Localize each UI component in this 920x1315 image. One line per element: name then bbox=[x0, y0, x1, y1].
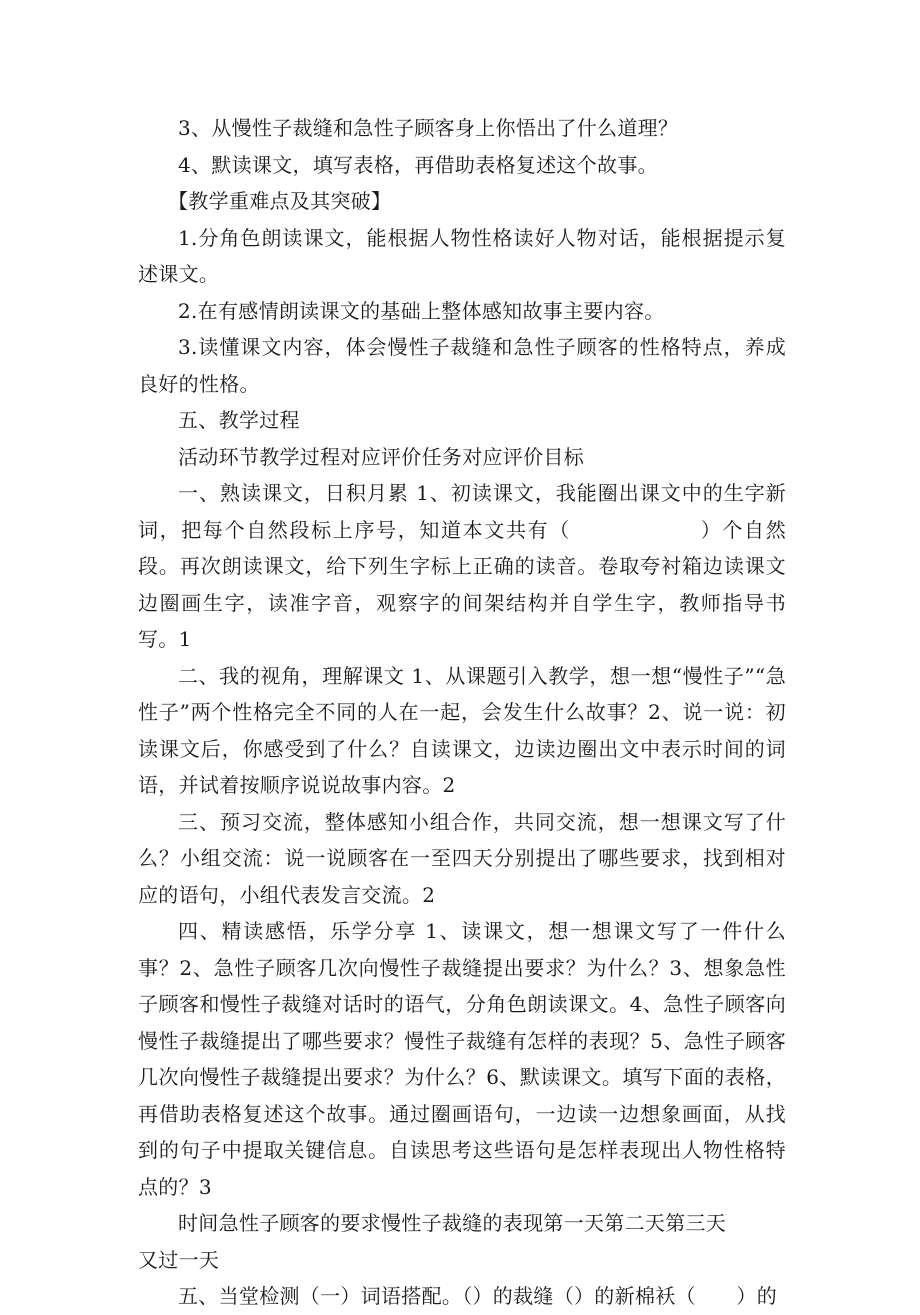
document-body bbox=[138, 110, 786, 1315]
table-row-labels-continued: 又过一天 bbox=[138, 1247, 220, 1272]
question-4: 4、默读课文，填写表格，再借助表格复述这个故事。 bbox=[178, 152, 658, 177]
section-heading-key-points: 【教学重难点及其突破】 bbox=[168, 189, 392, 213]
activity-2: 二、我的视角，理解课文 1、从课题引入教学，想一想“慢性子”“急性子”两个性格完全不同的人在一起，会发生什么故事？2、说一说：初读课文后，你感受到了什么？自读课文，边读边圈出文中表示时间的词语，并试着按顺序说说故事内容。2 bbox=[138, 663, 786, 797]
activity-5: 五、当堂检测（一）词语搭配。（）的裁缝（）的新棉袄（ ）的 bbox=[178, 1284, 777, 1308]
activity-1: 一、熟读课文，日积月累 1、初读课文，我能圈出课文中的生字新词，把每个自然段标上序号，知道本文共有（ ）个自然段。再次朗读课文，给下列生字标上正确的读音。卷取夸衬箱边读课文边圈画生字，读准字音，观察字的间架结构并自学生字，教师指导书写。1 bbox=[138, 481, 786, 651]
key-point-3: 3.读懂课文内容，体会慢性子裁缝和急性子顾客的性格特点，养成良好的性格。 bbox=[138, 335, 786, 396]
section-heading-process: 五、教学过程 bbox=[178, 408, 300, 432]
table-row-labels: 时间急性子顾客的要求慢性子裁缝的表现第一天第二天第三天 bbox=[178, 1211, 727, 1235]
key-point-2: 2.在有感情朗读课文的基础上整体感知故事主要内容。 bbox=[178, 298, 665, 323]
activity-3: 三、预习交流，整体感知小组合作，共同交流，想一想课文写了什么？小组交流：说一说顾客在一至四天分别提出了哪些要求，找到相对应的语句，小组代表发言交流。2 bbox=[138, 809, 786, 907]
activity-4: 四、精读感悟，乐学分享 1、读课文，想一想课文写了一件什么事？2、急性子顾客几次向慢性子裁缝提出要求？为什么？3、想象急性子顾客和慢性子裁缝对话时的语气，分角色朗读课文。4、急性子顾客向慢性子裁缝提出了哪些要求？慢性子裁缝有怎样的表现？5、急性子顾客几次向慢性子裁缝提出要求？为什么？6、默读课文。填写下面的表格，再借助表格复述这个故事。通过圈画语句，一边读一边想象画面，从找到的句子中提取关键信息。自读思考这些语句是怎样表现出人物性格特点的？3 bbox=[138, 919, 786, 1199]
table-header-line: 活动环节教学过程对应评价任务对应评价目标 bbox=[178, 444, 584, 469]
question-3: 3、从慢性子裁缝和急性子顾客身上你悟出了什么道理？ bbox=[178, 116, 679, 140]
key-point-1: 1.分角色朗读课文，能根据人物性格读好人物对话，能根据提示复述课文。 bbox=[138, 225, 786, 286]
